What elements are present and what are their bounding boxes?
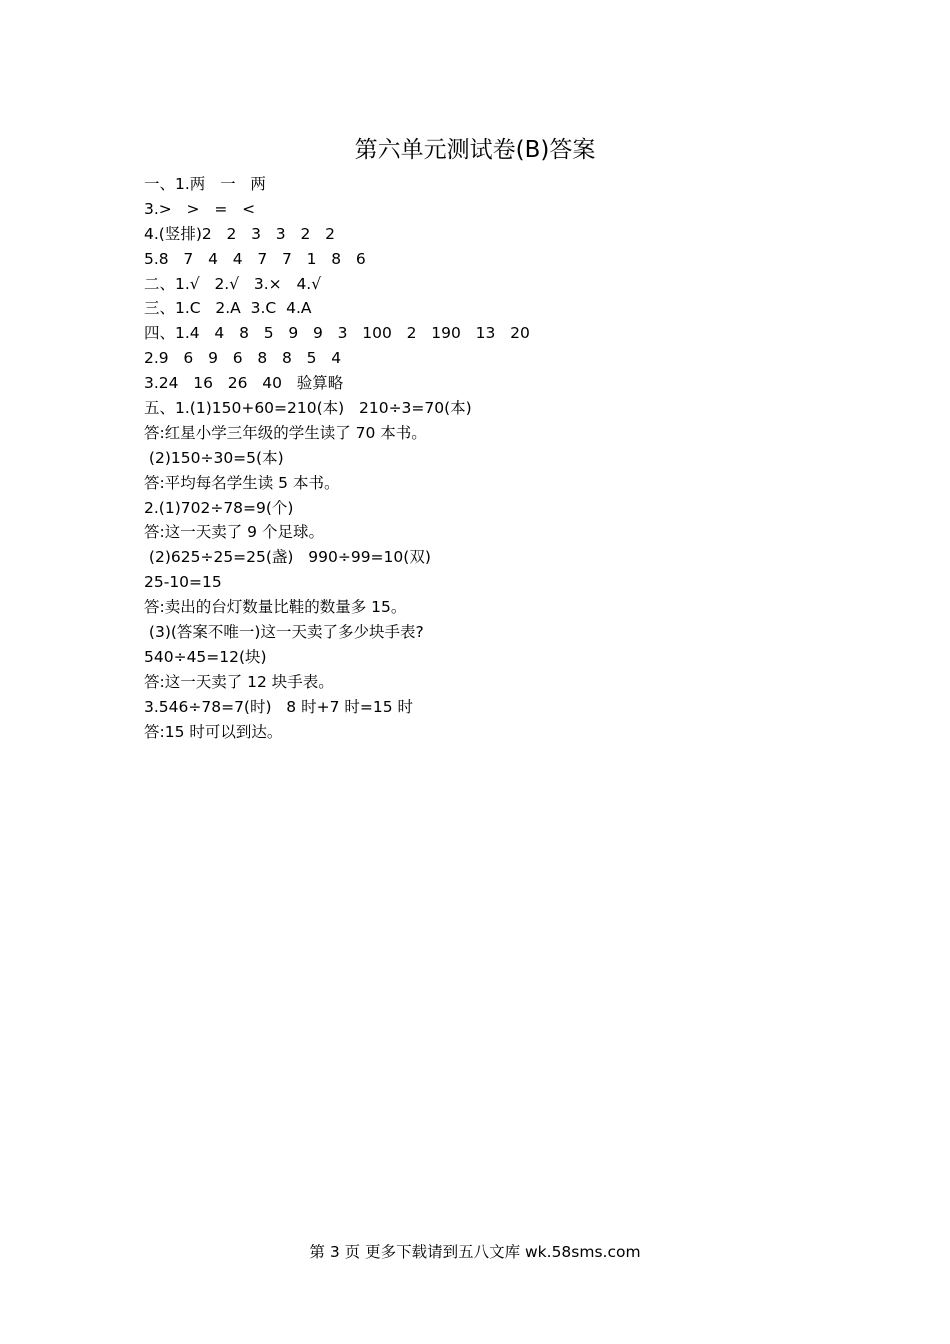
page-footer: 第 3 页 更多下载请到五八文库 wk.58sms.com (309, 1243, 641, 1261)
answer-line: 答:15 时可以到达。 (144, 722, 283, 741)
answer-line: 三、1.C 2.A 3.C 4.A (144, 299, 312, 318)
answer-line: (2)625÷25=25(盏) 990÷99=10(双) (144, 548, 431, 567)
answer-line: 540÷45=12(块) (144, 647, 267, 666)
answer-line: 3.> > = < (144, 199, 256, 218)
answer-line: 答:红星小学三年级的学生读了 70 本书。 (144, 423, 427, 442)
answer-list (144, 172, 864, 744)
answer-line: 25-10=15 (144, 573, 222, 592)
answer-line: 一、1.两 一 两 (144, 175, 266, 193)
answer-line: 五、1.(1)150+60=210(本) 210÷3=70(本) (144, 399, 472, 418)
answer-line: 3.546÷78=7(时) 8 时+7 时=15 时 (144, 697, 414, 716)
answer-line: 2.9 6 9 6 8 8 5 4 (144, 349, 342, 368)
answer-line: 四、1.4 4 8 5 9 9 3 100 2 190 13 20 (144, 324, 530, 343)
answer-line: 答:卖出的台灯数量比鞋的数量多 15。 (144, 598, 407, 617)
answer-line: 5.8 7 4 4 7 7 1 8 6 (144, 249, 366, 268)
answer-line: 3.24 16 26 40 验算略 (144, 374, 344, 393)
answer-line: (3)(答案不唯一)这一天卖了多少块手表? (144, 623, 424, 642)
answer-line: 二、1.√ 2.√ 3.× 4.√ (144, 274, 322, 293)
document-title: 第六单元测试卷(B)答案 (354, 137, 596, 163)
answer-line: (2)150÷30=5(本) (144, 448, 284, 467)
answer-line: 4.(竖排)2 2 3 3 2 2 (144, 224, 335, 243)
answer-line: 2.(1)702÷78=9(个) (144, 498, 294, 517)
answer-line: 答:这一天卖了 9 个足球。 (144, 523, 324, 542)
answer-line: 答:平均每名学生读 5 本书。 (144, 473, 340, 492)
answer-line: 答:这一天卖了 12 块手表。 (144, 672, 334, 691)
